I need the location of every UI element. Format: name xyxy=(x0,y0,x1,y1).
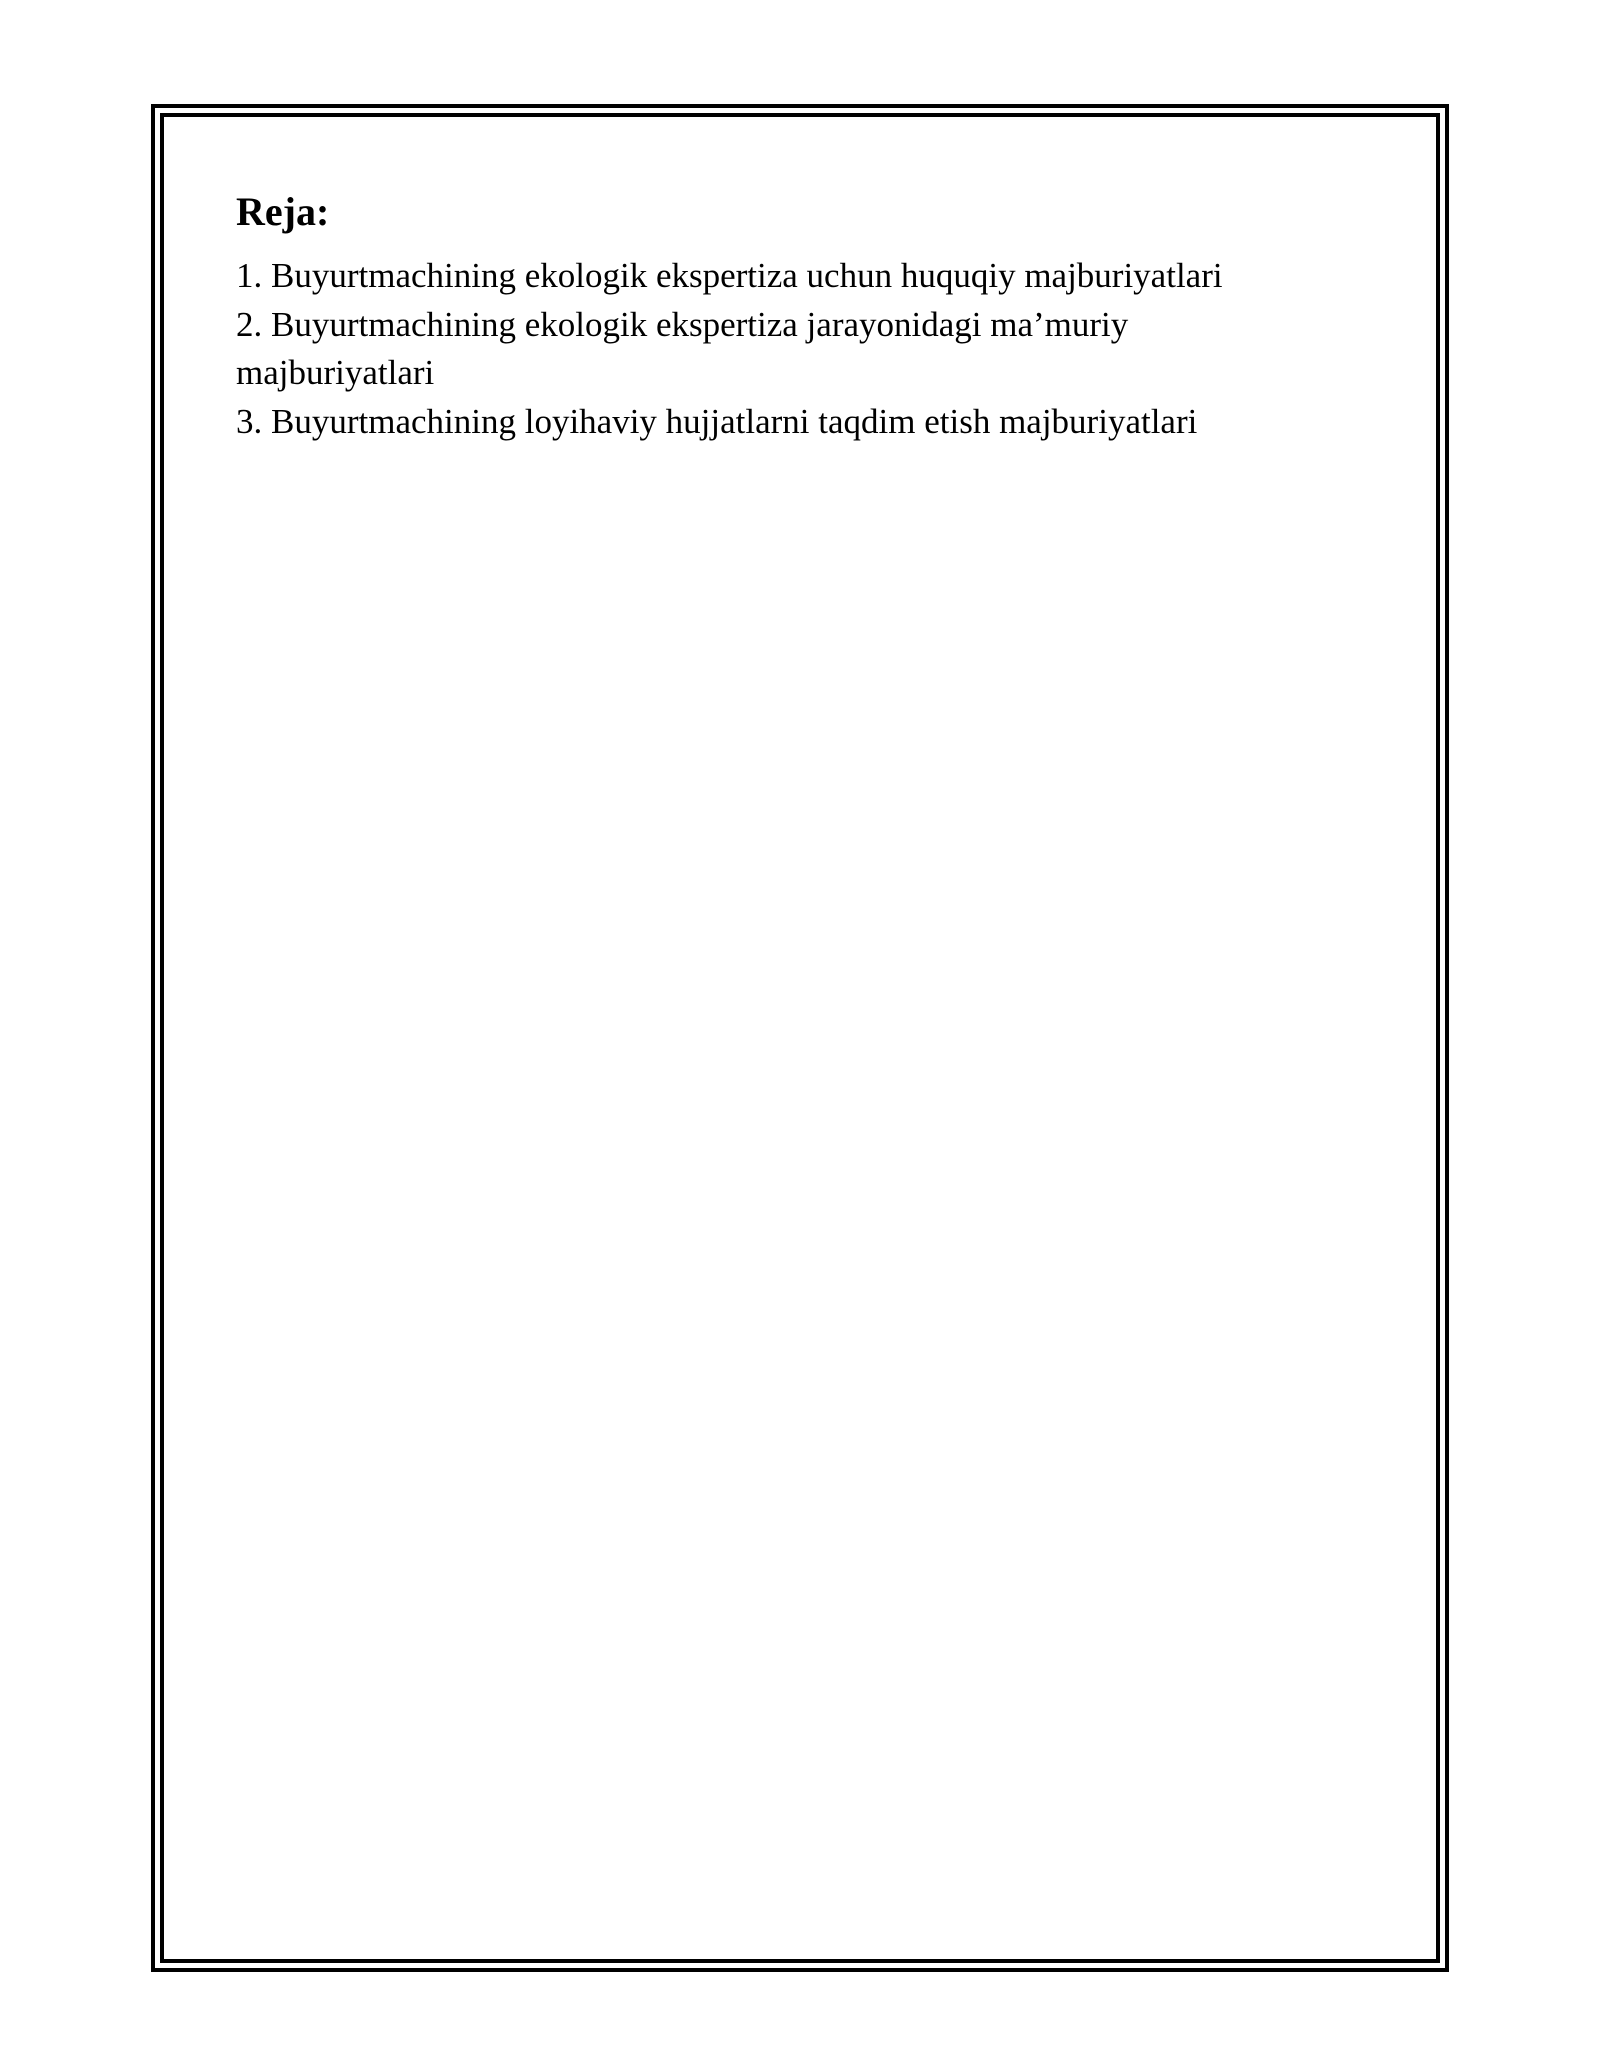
document-content xyxy=(236,186,1356,446)
plan-title: Reja: xyxy=(236,189,330,234)
plan-item-2: 2. Buyurtmachining ekologik ekspertiza jarayonidagi ma’muriy majburiyatlari xyxy=(236,304,1129,392)
plan-item-3: 3. Buyurtmachining loyihaviy hujjatlarni taqdim etish majburiyatlari xyxy=(236,401,1198,441)
plan-item-1: 1. Buyurtmachining ekologik ekspertiza uchun huquqiy majburiyatlari xyxy=(236,256,1223,295)
plan-list xyxy=(236,252,1296,446)
